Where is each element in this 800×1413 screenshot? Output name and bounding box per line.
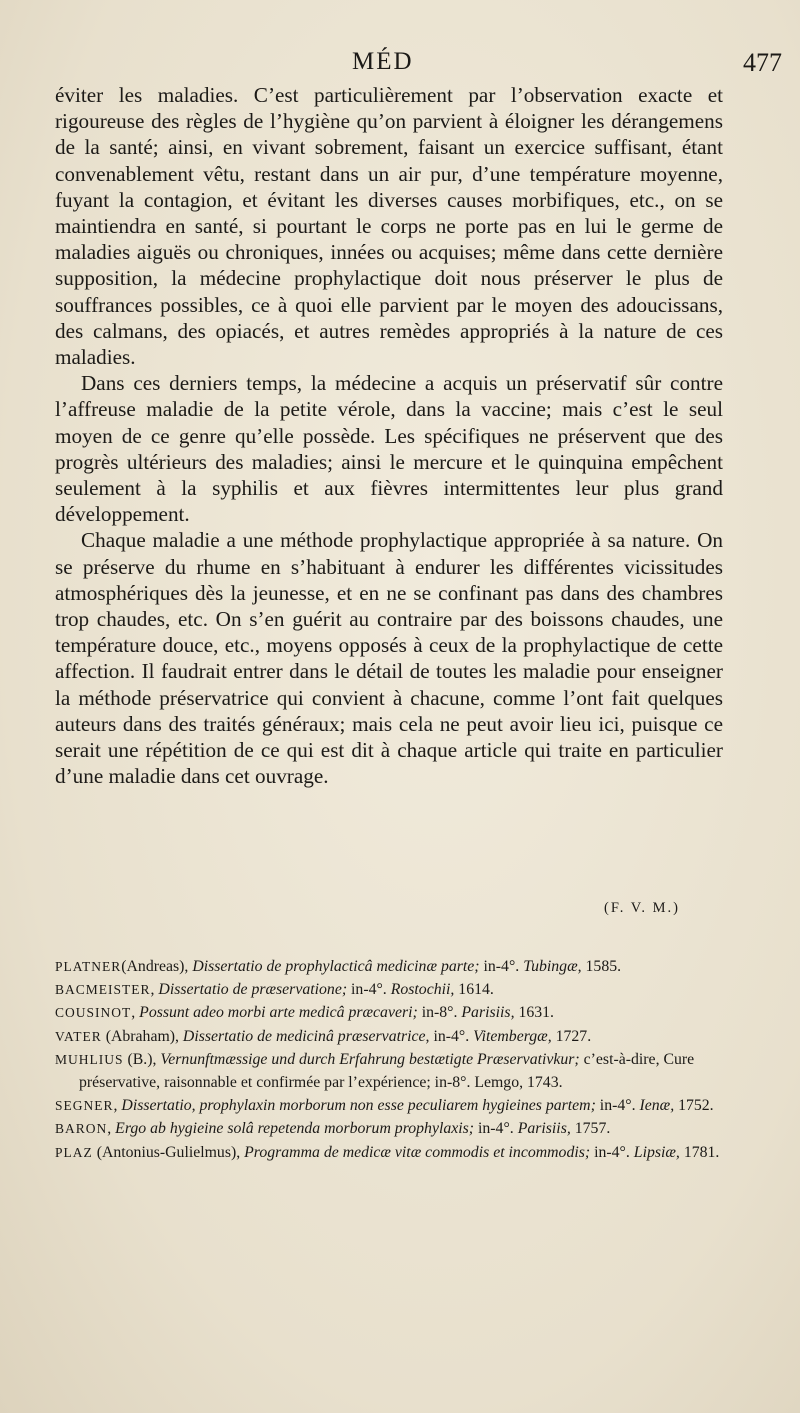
reference-author: PLAZ [55,1144,93,1160]
reference-title: Dissertatio, prophylaxin morborum non esse peculiarem hygieines partem; [121,1097,596,1115]
reference-entry [55,955,723,978]
paragraph: Chaque maladie a une méthode prophylactique appropriée à sa nature. On se préserve du rhume en s’habituant à endurer les différentes vicissitudes atmosphériques dès la jeunesse, et en ne se confinant pas dans des chambres trop chaudes, etc. On s’en guérit au contraire par des boissons chaudes, une température douce, etc., moyens opposés à ceux de la prophylactique de cette affection. Il faudrait entrer dans le détail de toutes les maladie pour enseigner la méthode préservatrice qui convient à chacune, comme l’ont fait quelques auteurs dans des traités généraux; mais cela ne peut avoir lieu ici, puisque ce serait une répétition de ce qui est dit à chaque article qui traite en particulier d’une maladie dans cet ouvrage. [55,528,723,789]
reference-author: MUHLIUS [55,1051,124,1067]
reference-place: Parisiis, [461,1004,515,1022]
reference-author: COUSINOT [55,1005,132,1021]
paragraph: Dans ces derniers temps, la médecine a acquis un préservatif sûr contre l’affreuse maladie de la petite vérole, dans la vaccine; mais c’est le seul moyen de ce genre qu’elle possède. Les spécifiques ne préservent que des progrès ultérieurs des maladies; ainsi le mercure et le quinquina empêchent seulement à la syphilis et aux fièvres intermittentes leur plus grand développement. [55,371,723,527]
paragraph: éviter les maladies. C’est particulièrement par l’observation exacte et rigoureuse des règles de l’hygiène qu’on parvient à éloigner les dérangemens de la santé; ainsi, en vivant sobrement, faisant un exercice suffisant, étant convenablement vêtu, restant dans un air pur, d’une température moyenne, fuyant la contagion, et évitant les diverses causes morbifiques, etc., on se maintiendra en santé, si pourtant le corps ne porte pas en lui le germe de maladies aiguës ou chroniques, innées ou acquises; même dans cette dernière supposition, la médecine prophylactique doit nous préserver le plus de souffrances possibles, ce à quoi elle parvient par le moyen des adoucissans, des calmans, des opiacés, et autres remèdes appropriés à la nature de ces maladies. [55,83,723,370]
reference-author: VATER [55,1028,102,1044]
reference-place: Rostochii, [390,981,455,999]
reference-author: BARON [55,1121,108,1137]
reference-title: Ergo ab hygieine solâ repetenda morborum prophylaxis; [115,1120,475,1138]
reference-format: in-4°. [595,1097,640,1115]
reference-date: 1614. [454,981,494,999]
reference-date: 1727. [551,1027,592,1045]
bibliography [55,955,723,1164]
reference-title: Dissertatio de præservatione; [158,981,348,999]
reference-date: 1757. [570,1120,611,1138]
reference-entry [55,1048,723,1094]
page-number: 477 [743,48,782,77]
reference-title: Dissertatio de medicinâ præservatrice, [182,1027,430,1045]
reference-place: Tubingæ, [523,958,582,975]
reference-detail: , [150,981,159,999]
reference-place: Vitembergæ, [473,1027,552,1045]
reference-format: in-4°. [474,1120,518,1138]
reference-detail: (Andreas), [121,958,193,975]
reference-entry [55,1001,723,1024]
reference-detail: (Antonius-Gulielmus), [92,1143,245,1161]
reference-title: Possunt adeo morbi arte medicâ præcaveri; [139,1004,418,1022]
reference-detail: (B.), [123,1050,161,1068]
reference-date: 1585. [581,958,622,975]
reference-title: Programma de medicæ vitæ commodis et incommodis; [244,1143,591,1161]
reference-format: c’est-à-dire, Cure préservative, raisonnable et confirmée par l’expérience; in-8°. Lemgo, [79,1050,695,1092]
reference-entry [55,1025,723,1048]
article-body [55,82,723,789]
reference-place: Lipsiæ, [633,1143,680,1161]
reference-format: in-4°. [479,958,524,975]
reference-format: in-8°. [417,1004,462,1022]
reference-date: 1781. [679,1143,720,1161]
reference-date: 1631. [514,1004,555,1022]
reference-format: in-4°. [429,1027,474,1045]
reference-place: Parisiis, [517,1120,571,1138]
reference-entry [55,1117,723,1140]
reference-entry [55,1141,723,1164]
reference-detail: , [113,1097,122,1115]
reference-date: 1743. [523,1074,563,1092]
reference-detail: , [107,1120,116,1138]
reference-author: SEGNER [55,1098,114,1114]
reference-detail: , [131,1004,140,1022]
reference-title: Vernunftmæssige und durch Erfahrung bestætigte Præservativkur; [160,1050,580,1068]
reference-entry [55,978,723,1001]
reference-author: PLATNER [55,959,122,974]
reference-format: in-4°. [347,981,391,999]
reference-date: 1752. [674,1097,714,1115]
reference-entry [55,1094,723,1117]
reference-title: Dissertatio de prophylacticâ medicinæ parte; [192,958,480,975]
reference-format: in-4°. [590,1143,634,1161]
reference-author: BACMEISTER [55,982,151,998]
reference-place: Ienæ, [639,1097,675,1115]
author-signature: (F. V. M.) [604,900,680,916]
reference-detail: (Abraham), [101,1027,183,1045]
running-head: MÉD [352,48,414,75]
